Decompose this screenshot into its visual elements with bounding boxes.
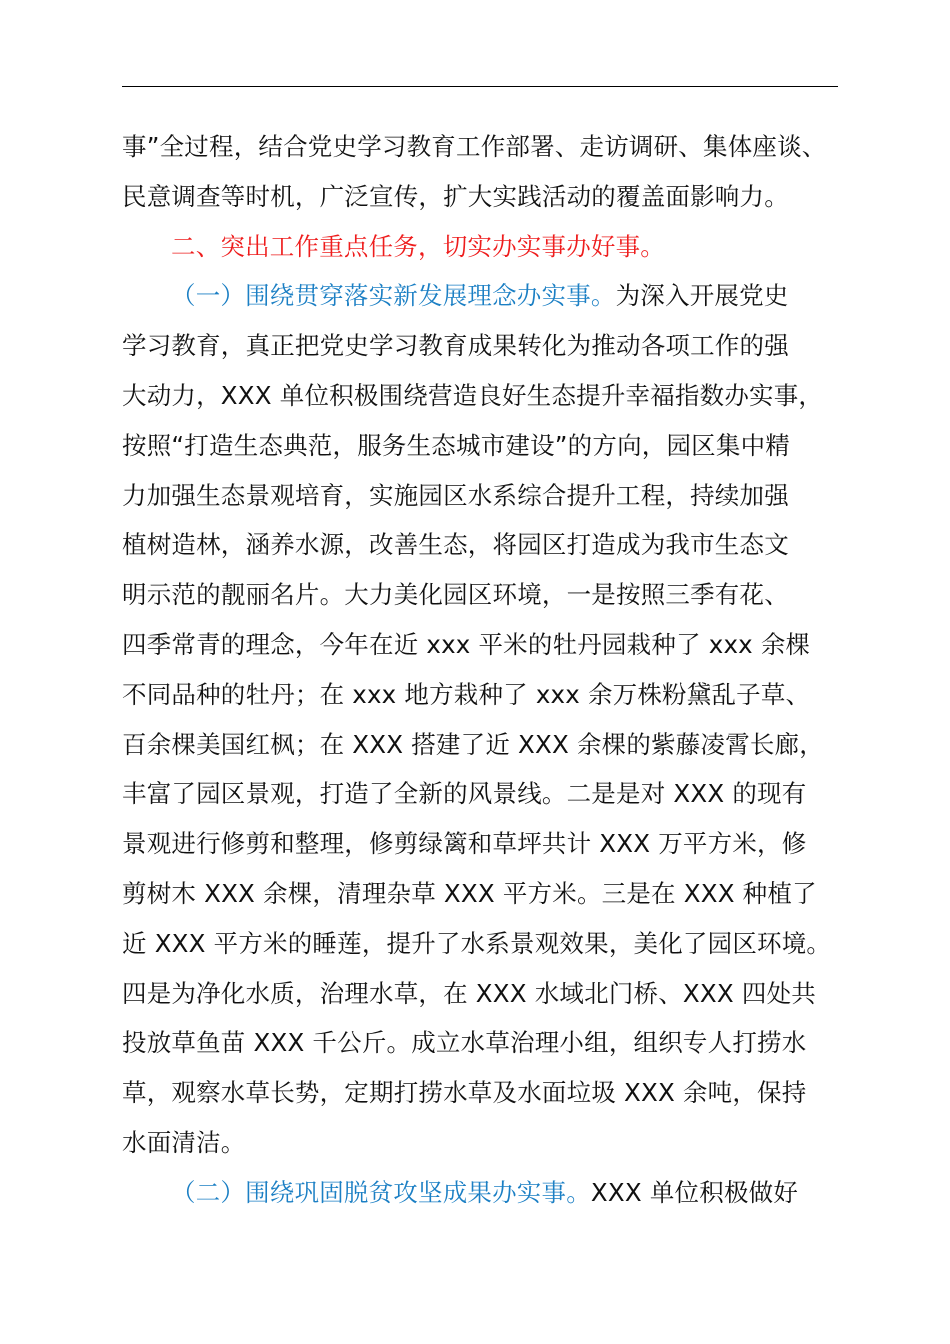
subsection-heading: （二）围绕巩固脱贫攻坚成果办实事。 bbox=[171, 1177, 591, 1207]
body-line: 明示范的靓丽名片。大力美化园区环境，一是按照三季有花、 bbox=[122, 580, 789, 610]
body-line: 剪树木 XXX 余棵，清理杂草 XXX 平方米。三是在 XXX 种植了 bbox=[122, 878, 817, 908]
body-line: 百余棵美国红枫；在 XXX 搭建了近 XXX 余棵的紫藤凌霄长廊， bbox=[122, 729, 824, 759]
body-line: 学习教育，真正把党史学习教育成果转化为推动各项工作的强 bbox=[122, 331, 789, 361]
body-line: 四是为净化水质，治理水草，在 XXX 水域北门桥、XXX 四处共 bbox=[122, 978, 816, 1008]
subsection-heading: （一）围绕贯穿落实新发展理念办实事。 bbox=[171, 281, 616, 311]
section-heading: 二、突出工作重点任务，切实办实事办好事。 bbox=[171, 231, 665, 261]
body-line: 四季常青的理念，今年在近 xxx 平米的牡丹园栽种了 xxx 余棵 bbox=[122, 629, 811, 659]
body-line: 不同品种的牡丹；在 xxx 地方栽种了 xxx 余万株粉黛乱子草、 bbox=[122, 679, 811, 709]
body-line: 投放草鱼苗 XXX 千公斤。成立水草治理小组，组织专人打捞水 bbox=[122, 1028, 807, 1058]
body-line: 按照“打造生态典范，服务生态城市建设”的方向，园区集中精 bbox=[122, 430, 790, 460]
body-line: 草，观察水草长势，定期打捞水草及水面垃圾 XXX 余吨，保持 bbox=[122, 1078, 807, 1108]
body-line: 力加强生态景观培育，实施园区水系综合提升工程，持续加强 bbox=[122, 480, 789, 510]
body-line: 水面清洁。 bbox=[122, 1127, 246, 1157]
document-body bbox=[122, 122, 842, 1218]
subsection-line bbox=[122, 1168, 842, 1218]
body-line: 近 XXX 平方米的睡莲，提升了水系景观效果，美化了园区环境。 bbox=[122, 928, 832, 958]
body-line: 植树造林，涵养水源，改善生态，将园区打造成为我市生态文 bbox=[122, 530, 789, 560]
subsection-line bbox=[122, 271, 842, 321]
header-rule bbox=[122, 86, 838, 87]
body-text: 为深入开展党史 bbox=[615, 281, 789, 311]
body-line: 大动力，XXX 单位积极围绕营造良好生态提升幸福指数办实事， bbox=[122, 380, 824, 410]
body-line: 丰富了园区景观，打造了全新的风景线。二是是对 XXX 的现有 bbox=[122, 779, 807, 809]
body-line: 民意调查等时机，广泛宣传，扩大实践活动的覆盖面影响力。 bbox=[122, 181, 789, 211]
body-line: 景观进行修剪和整理，修剪绿篱和草坪共计 XXX 万平方米，修 bbox=[122, 829, 807, 859]
body-text: XXX 单位积极做好 bbox=[590, 1177, 799, 1207]
body-line: 事”全过程，结合党史学习教育工作部署、走访调研、集体座谈、 bbox=[122, 132, 827, 161]
